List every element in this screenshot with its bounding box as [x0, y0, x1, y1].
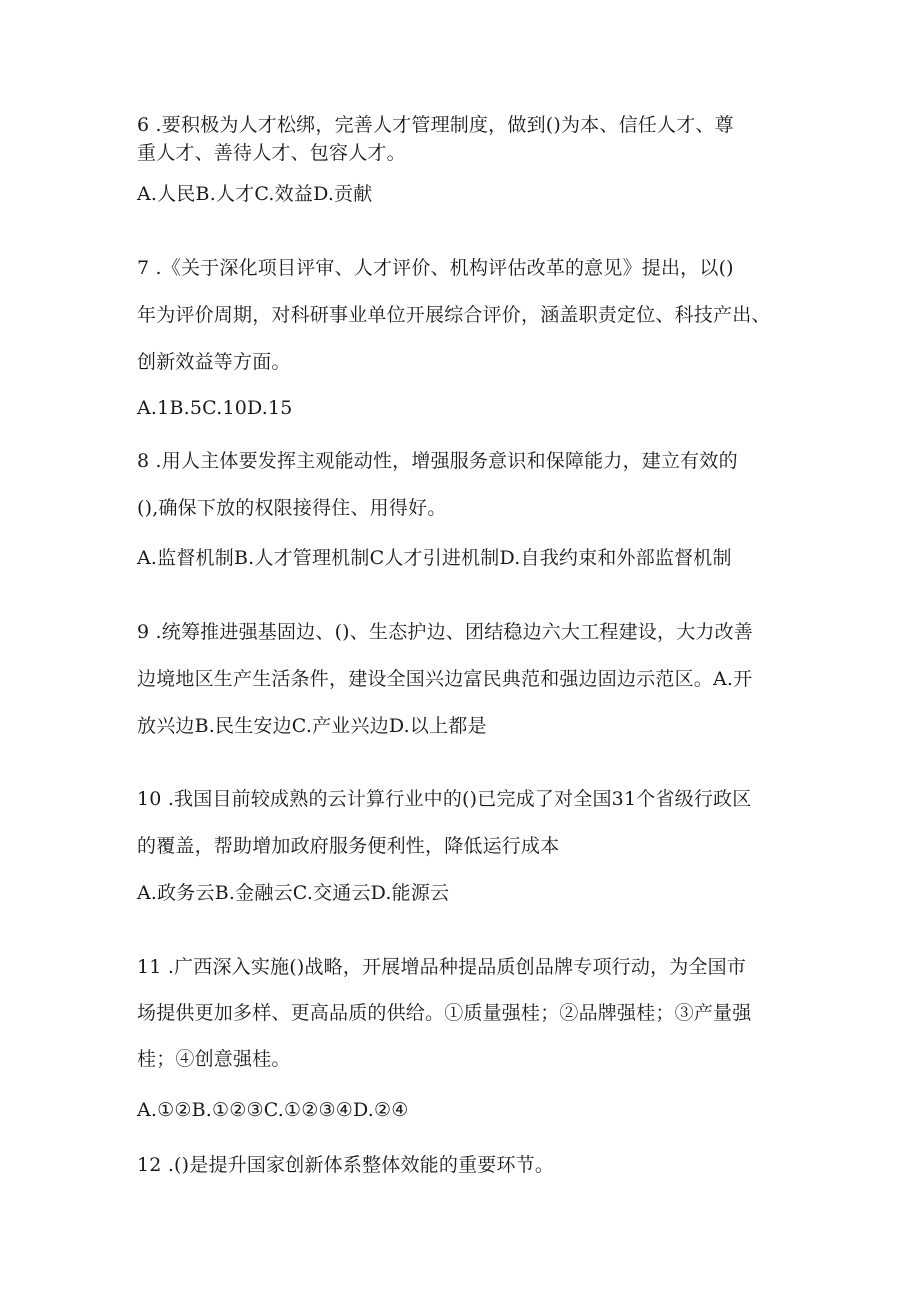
- question-7-line-3: 创新效益等方面。: [137, 351, 291, 373]
- question-11-line-2: 场提供更加多样、更高品质的供给。①质量强桂；②品牌强桂；③产量强: [137, 1002, 752, 1024]
- question-6-options: A.人民B.人才C.效益D.贡献: [137, 183, 373, 205]
- question-8-options: A.监督机制B.人才管理机制C人才引进机制D.自我约束和外部监督机制: [137, 547, 732, 569]
- question-8-line-1: 8 .用人主体要发挥主观能动性，增强服务意识和保障能力，建立有效的: [137, 450, 738, 472]
- question-11-line-3: 桂；④创意强桂。: [137, 1048, 291, 1070]
- question-9-line-3: 放兴边B.民生安边C.产业兴边D.以上都是: [137, 715, 487, 737]
- question-8-line-2: (),确保下放的权限接得住、用得好。: [137, 497, 447, 519]
- question-12-line-1: 12 .()是提升国家创新体系整体效能的重要环节。: [137, 1154, 555, 1176]
- question-7-line-1: 7 .《关于深化项目评审、人才评价、机构评估改革的意见》提出，以(): [137, 257, 734, 279]
- question-11-line-1: 11 .广西深入实施()战略，开展增品种提品质创品牌专项行动，为全国市: [137, 956, 747, 978]
- question-7-options: A.1B.5C.10D.15: [137, 397, 293, 419]
- question-6-line-1: 6 .要积极为人才松绑，完善人才管理制度，做到()为本、信任人才、尊: [137, 114, 734, 136]
- question-10-options: A.政务云B.金融云C.交通云D.能源云: [137, 882, 450, 904]
- question-7-line-2: 年为评价周期，对科研事业单位开展综合评价，涵盖职责定位、科技产出、: [137, 304, 771, 326]
- question-9-line-2: 边境地区生产生活条件，建设全国兴边富民典范和强边固边示范区。A.开: [137, 668, 753, 690]
- question-6-line-2: 重人才、善待人才、包容人才。: [137, 142, 406, 164]
- question-11-options: A.①②B.①②③C.①②③④D.②④: [137, 1099, 409, 1121]
- question-10-line-1: 10 .我国目前较成熟的云计算行业中的()已完成了对全国31个省级行政区: [137, 788, 752, 810]
- question-9-line-1: 9 .统筹推进强基固边、()、生态护边、团结稳边六大工程建设，大力改善: [137, 621, 753, 643]
- question-10-line-2: 的覆盖，帮助增加政府服务便利性，降低运行成本: [137, 835, 560, 857]
